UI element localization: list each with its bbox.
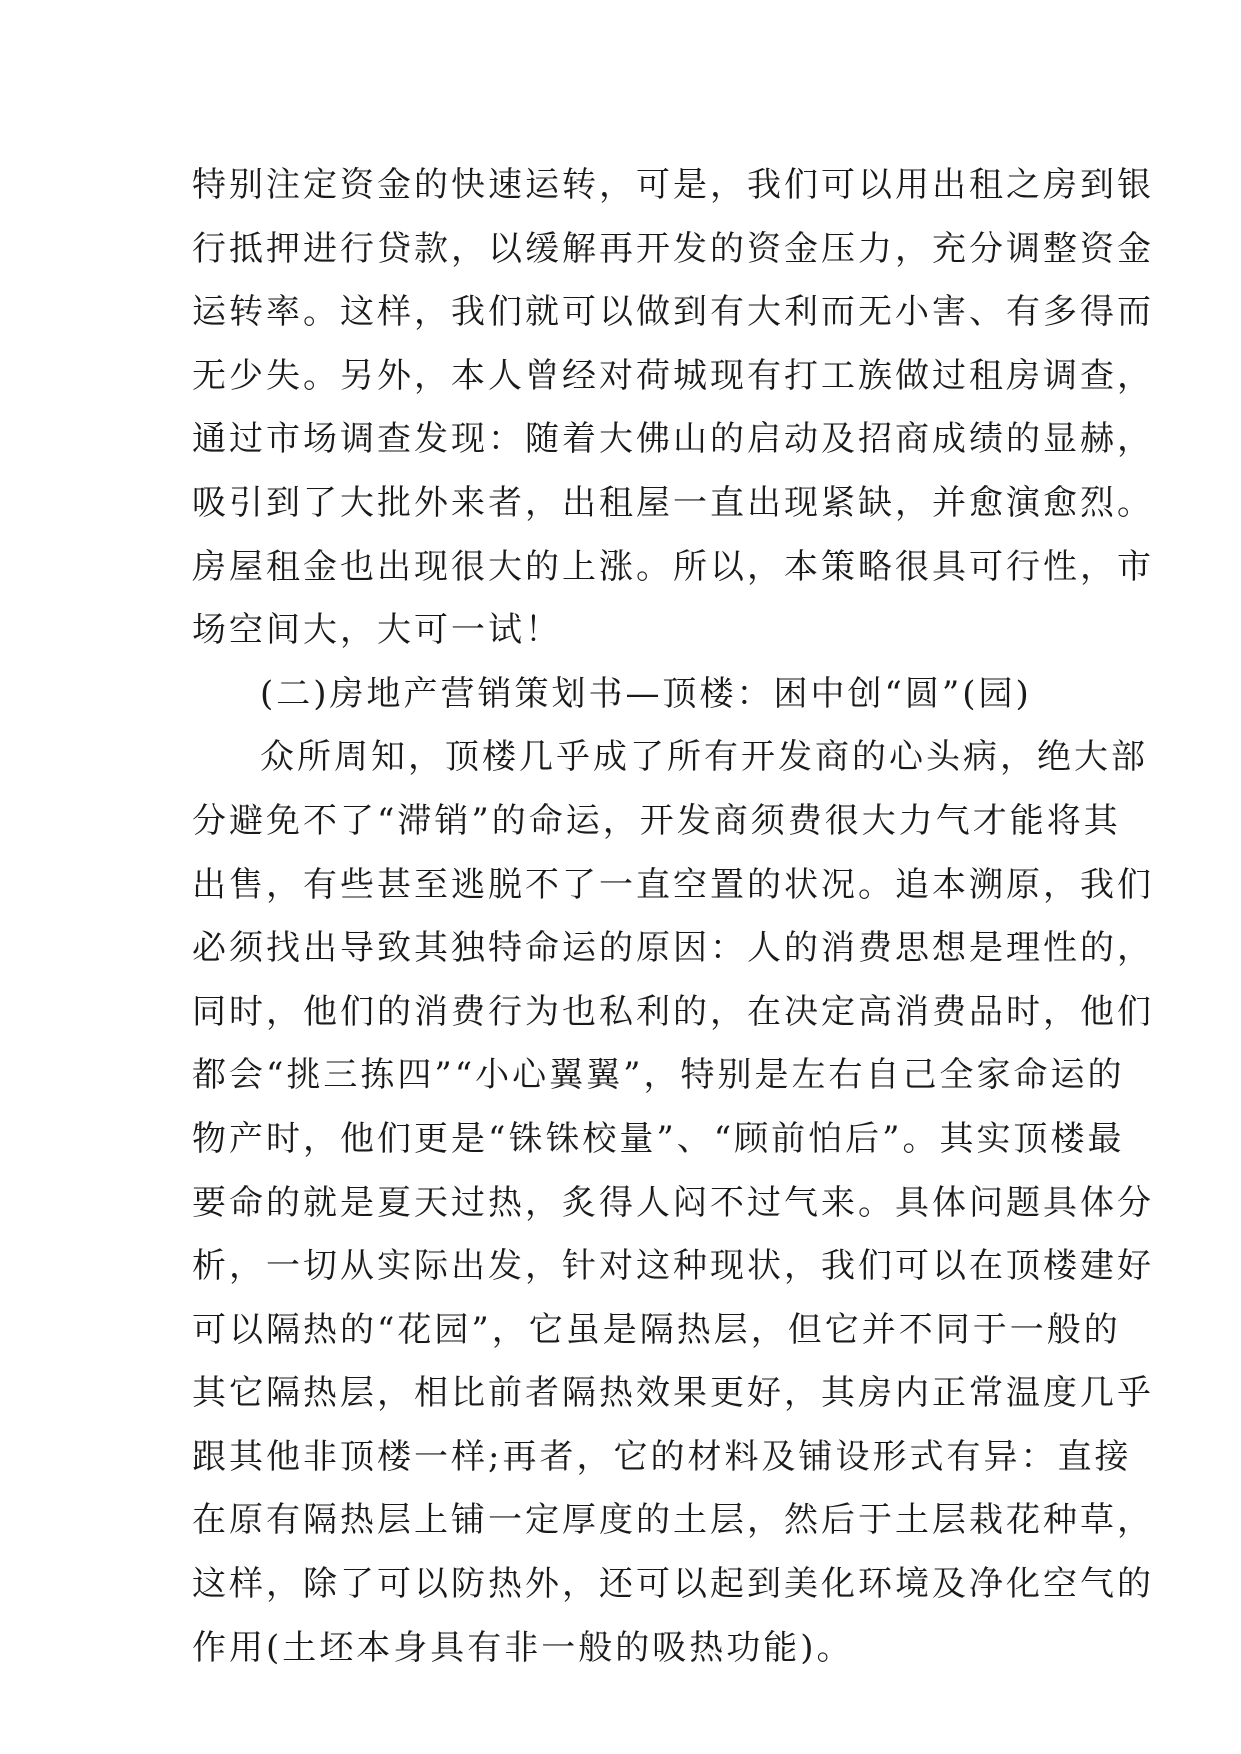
body-line: 在原有隔热层上铺一定厚度的土层，然后于土层栽花种草， (192, 1500, 1154, 1541)
body-line: 无少失。另外，本人曾经对荷城现有打工族做过租房调查， (192, 355, 1154, 396)
section-heading: (二)房地产营销策划书—顶楼：困中创“圆”(园) (260, 673, 1032, 714)
body-line: 分避免不了“滞销”的命运，开发商须费很大力气才能将其 (192, 800, 1121, 841)
document-body (192, 154, 1154, 1680)
body-line: 房屋租金也出现很大的上涨。所以，本策略很具可行性，市 (192, 546, 1154, 587)
body-line: 可以隔热的“花园”，它虽是隔热层，但它并不同于一般的 (192, 1309, 1121, 1350)
body-line: 通过市场调查发现：随着大佛山的启动及招商成绩的显赫， (192, 419, 1154, 460)
body-line: 同时，他们的消费行为也私利的，在决定高消费品时，他们 (192, 991, 1154, 1032)
paragraph-first-line: 众所周知，顶楼几乎成了所有开发商的心头病，绝大部 (260, 737, 1148, 778)
body-line: 运转率。这样，我们就可以做到有大利而无小害、有多得而 (192, 292, 1154, 333)
body-line: 出售，有些甚至逃脱不了一直空置的状况。追本溯原，我们 (192, 864, 1154, 905)
body-line: 物产时，他们更是“铢铢校量”、“顾前怕后”。其实顶楼最 (192, 1118, 1125, 1159)
body-line: 其它隔热层，相比前者隔热效果更好，其房内正常温度几乎 (192, 1373, 1154, 1414)
body-line: 场空间大，大可一试！ (192, 610, 562, 651)
body-line: 析，一切从实际出发，针对这种现状，我们可以在顶楼建好 (192, 1246, 1154, 1287)
body-line: 必须找出导致其独特命运的原因：人的消费思想是理性的， (192, 928, 1154, 969)
body-line: 特别注定资金的快速运转，可是，我们可以用出租之房到银 (192, 165, 1154, 205)
body-line: 要命的就是夏天过热，炙得人闷不过气来。具体问题具体分 (192, 1182, 1154, 1223)
body-line: 行抵押进行贷款，以缓解再开发的资金压力，充分调整资金 (192, 228, 1154, 269)
body-line: 作用(土坯本身具有非一般的吸热功能)。 (192, 1627, 854, 1668)
body-line: 这样，除了可以防热外，还可以起到美化环境及净化空气的 (192, 1564, 1154, 1605)
body-line: 吸引到了大批外来者，出租屋一直出现紧缺，并愈演愈烈。 (192, 482, 1154, 523)
body-line: 跟其他非顶楼一样;再者，它的材料及铺设形式有异：直接 (192, 1436, 1132, 1477)
body-line: 都会“挑三拣四”“小心翼翼”，特别是左右自己全家命运的 (192, 1055, 1125, 1096)
